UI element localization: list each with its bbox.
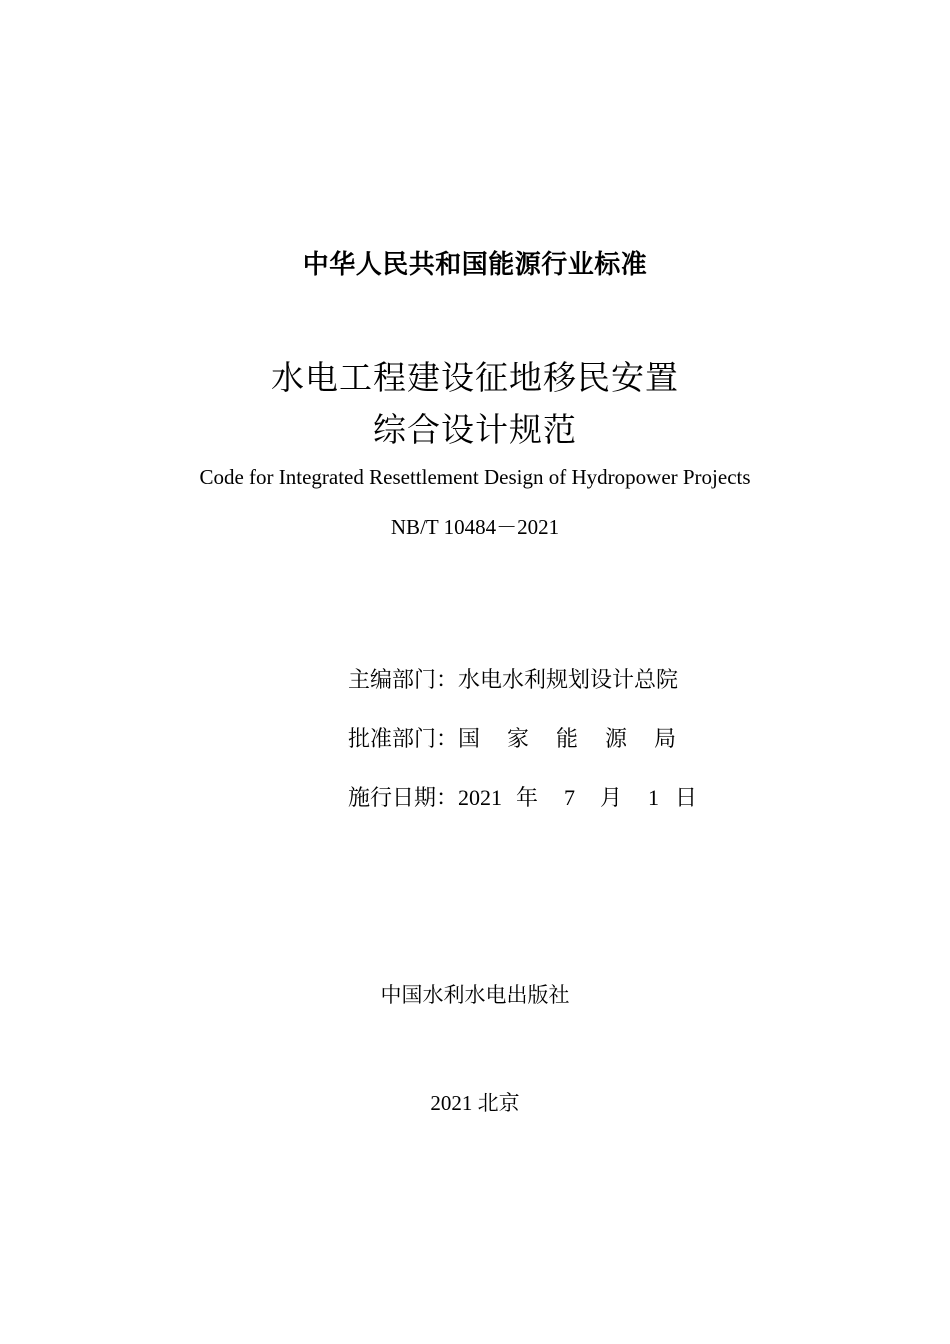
month-unit: 月	[600, 786, 623, 811]
effective-label: 施行日期：	[348, 786, 459, 811]
approver-row	[348, 724, 703, 755]
editor-value: 水电水利规划设计总院	[458, 667, 679, 692]
place-year: 2021 北京	[430, 1091, 520, 1115]
standard-number: NB/T 10484－2021	[390, 515, 560, 539]
effective-date-row	[348, 783, 697, 814]
standard-classification: 中华人民共和国能源行业标准	[302, 250, 648, 280]
effective-month: 7	[564, 785, 576, 810]
title-cn-line2: 综合设计规范	[373, 410, 577, 449]
editor-row	[348, 665, 678, 696]
approver-value: 国家能源局	[458, 726, 704, 751]
effective-year: 2021	[458, 785, 503, 810]
publisher: 中国水利水电出版社	[380, 983, 570, 1007]
year-unit: 年	[516, 786, 539, 811]
editor-label: 主编部门：	[348, 668, 459, 693]
approver-label: 批准部门：	[348, 727, 459, 752]
title-en: Code for Integrated Resettlement Design of Hydropower Projects	[199, 465, 751, 489]
title-cn-line1: 水电工程建设征地移民安置	[271, 358, 679, 397]
day-unit: 日	[675, 786, 698, 811]
effective-day: 1	[648, 785, 660, 810]
